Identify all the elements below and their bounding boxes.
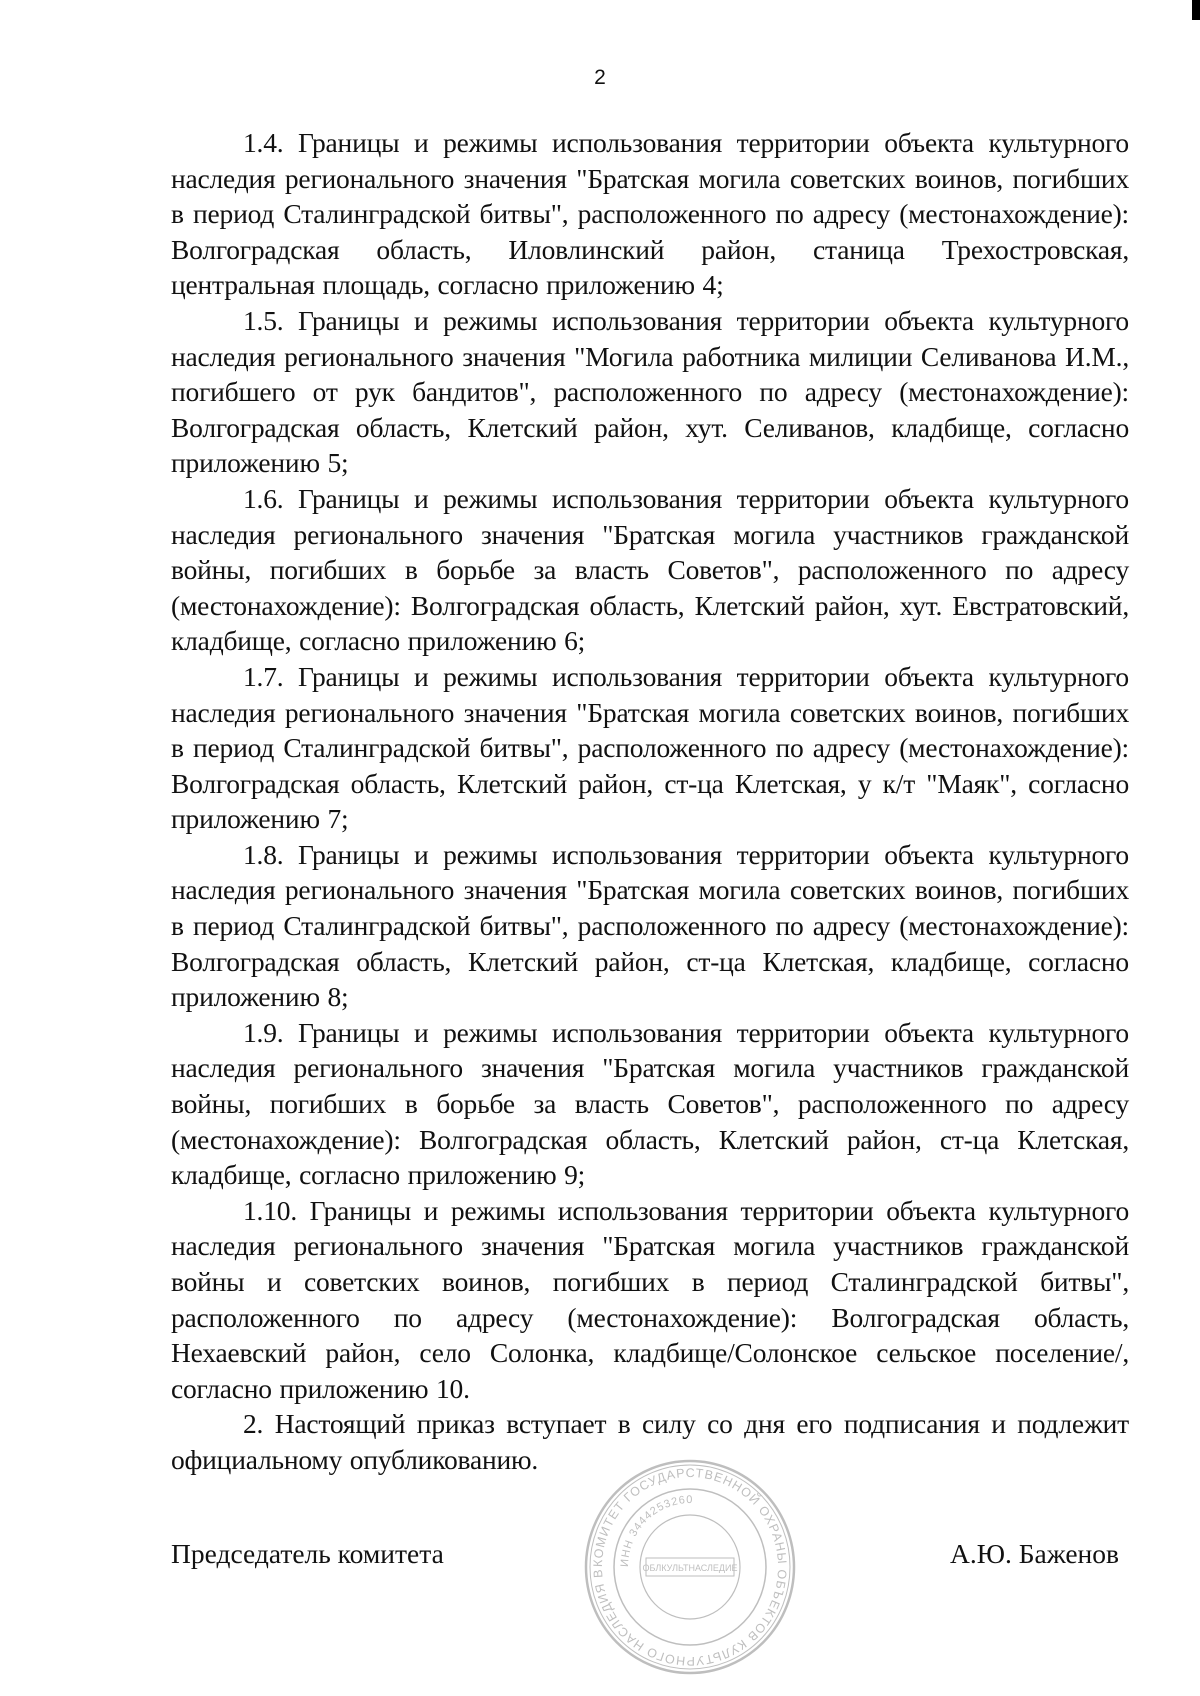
- page-number: 2: [594, 66, 606, 89]
- document-body: [171, 125, 1129, 1478]
- clause-1-9: 1.9. Границы и режимы использования территории объекта культурного наследия регионального значения "Братская могила участников гражданской войны, погибших в борьбе за власть Советов", расположенного по адресу (местонахождение): Волгоградская область, Клетский район, ст-ца Клетская, кладбище, согласно приложению 9;: [171, 1016, 1129, 1191]
- clause-2: 2. Настоящий приказ вступает в силу со дня его подписания и подлежит официальному опубликованию.: [171, 1408, 1129, 1475]
- signer-name: А.Ю. Баженов: [949, 1538, 1119, 1569]
- clause-1-5: 1.5. Границы и режимы использования территории объекта культурного наследия регионального значения "Могила работника милиции Селиванова И.М., погибшего от рук бандитов", расположенного по адресу (местонахождение): Волгоградская область, Клетский район, хут. Селиванов, кладбище, согласно приложению 5;: [171, 304, 1129, 479]
- clause-1-6: 1.6. Границы и режимы использования территории объекта культурного наследия регионального значения "Братская могила участников гражданской войны, погибших в борьбе за власть Советов", расположенного по адресу (местонахождение): Волгоградская область, Клетский район, хут. Евстратовский, кладбище, согласно приложению 6;: [171, 482, 1129, 657]
- clause-1-7: 1.7. Границы и режимы использования территории объекта культурного наследия регионального значения "Братская могила советских воинов, погибших в период Сталинградской битвы", расположенного по адресу (местонахождение): Волгоградская область, Клетский район, ст-ца Клетская, у к/т "Маяк", согласно приложению 7;: [171, 660, 1129, 835]
- scan-corner-mark: [1192, 0, 1200, 20]
- seal-inner-text: ИНН 3444253260: [618, 1493, 694, 1568]
- clause-1-8: 1.8. Границы и режимы использования территории объекта культурного наследия регионального значения "Братская могила советских воинов, погибших в период Сталинградской битвы", расположенного по адресу (местонахождение): Волгоградская область, Клетский район, ст-ца Клетская, кладбище, согласно приложению 8;: [171, 838, 1129, 1013]
- clause-1-10: 1.10. Границы и режимы использования территории объекта культурного наследия регионального значения "Братская могила участников гражданской войны и советских воинов, погибших в период Сталинградской битвы", расположенного по адресу (местонахождение): Волгоградская область, Нехаевский район, село Солонка, кладбище/Солонское сельское поселение/, согласно приложению 10.: [171, 1194, 1129, 1404]
- signature-block: [171, 1538, 1129, 1578]
- seal-outer-text: КОМИТЕТ ГОСУДАРСТВЕННОЙ ОХРАНЫ ОБЪЕКТОВ КУЛЬТУРНОГО НАСЛЕДИЯ В: [590, 1465, 790, 1669]
- clause-1-4: 1.4. Границы и режимы использования территории объекта культурного наследия регионального значения "Братская могила советских воинов, погибших в период Сталинградской битвы", расположенного по адресу (местонахождение): Волгоградская область, Иловлинский район, станица Трехостровская, центральная площадь, согласно приложению 4;: [171, 127, 1129, 301]
- seal-center-text: ОБЛКУЛЬТНАСЛЕДИЕ: [642, 1563, 738, 1573]
- signer-title: Председатель комитета: [171, 1538, 444, 1569]
